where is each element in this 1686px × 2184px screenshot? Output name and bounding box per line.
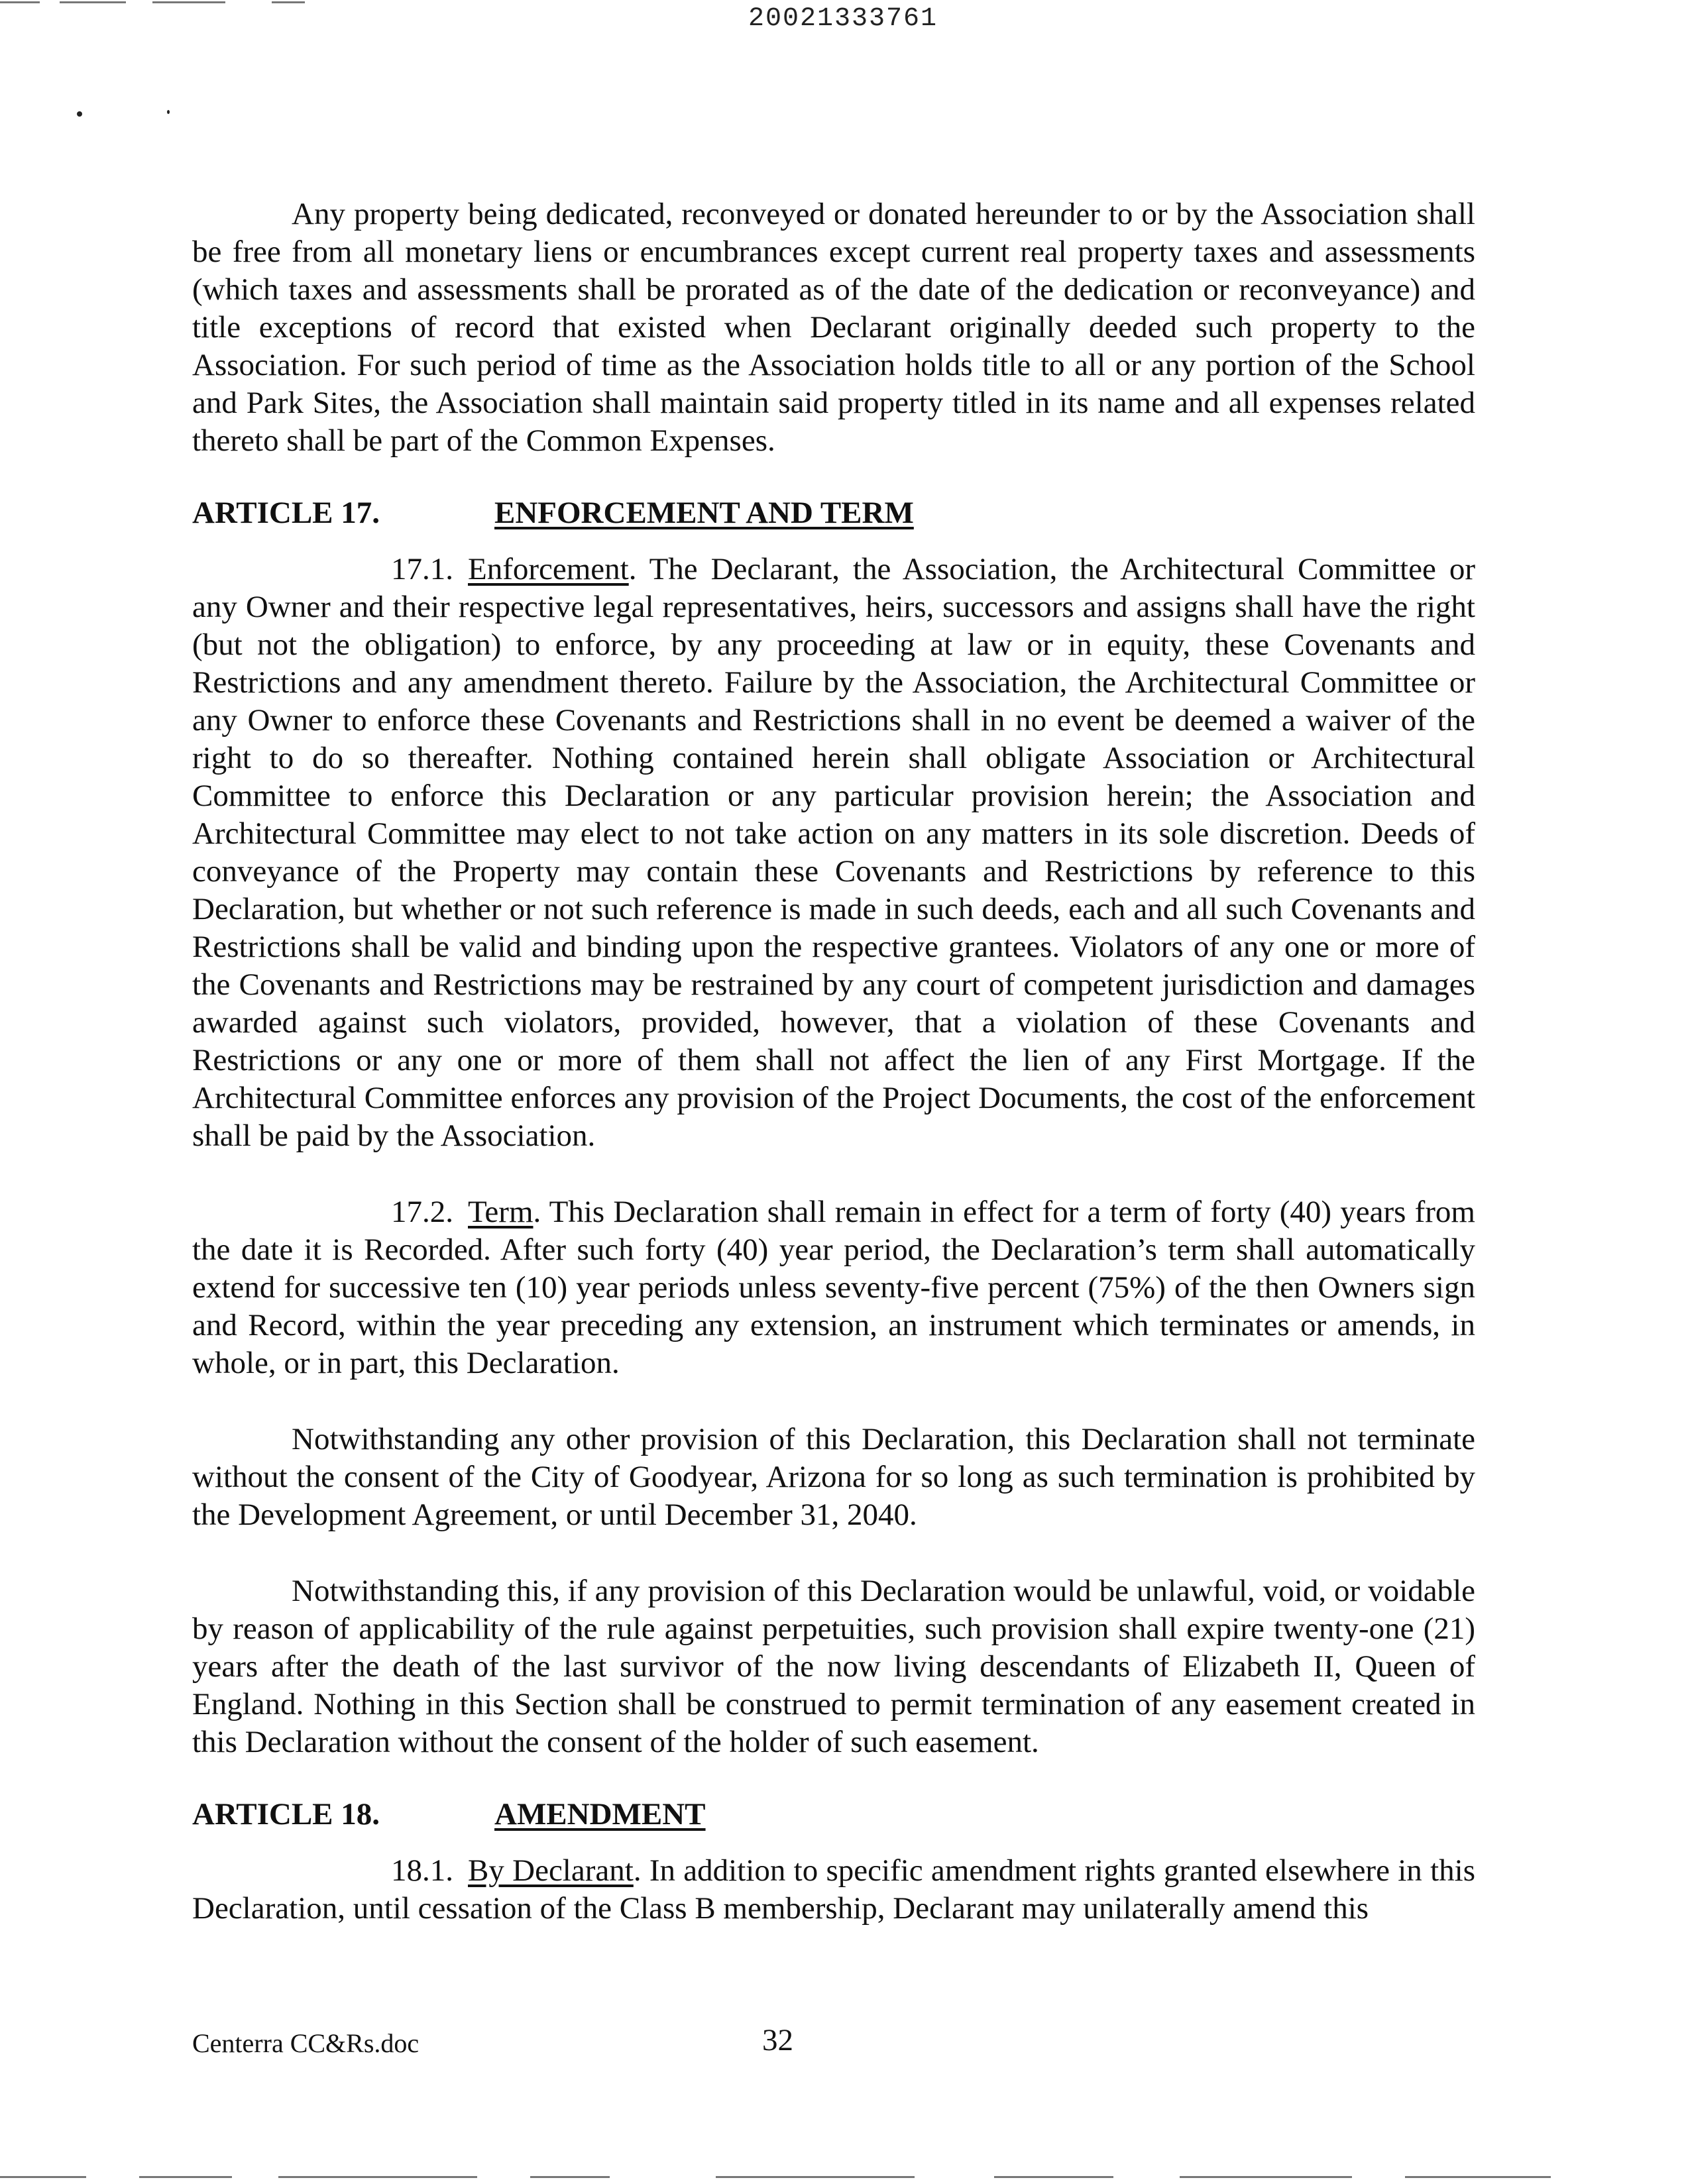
section-17-2 (192, 1193, 1475, 1382)
section-17-1-text: . The Declarant, the Association, the Architectural Committee or any Owner and their respective legal representatives, heirs, successors and assigns shall have the right (but not the obligation) to enforce, by any proceeding at law or in equity, these Covenants and Restrictions and any amendment thereto. Failure by the Association, the Architectural Committee or any Owner to enforce these Covenants and Restrictions shall in no event be deemed a waiver of the right to do so thereafter. Nothing contained herein shall obligate Association or Architectural Committee to enforce this Declaration or any particular provision herein; the Association and Architectural Committee may elect to not take action on any matters in its sole discretion. Deeds of conveyance of the Property may contain these Covenants and Restrictions by reference to this Declaration, but whether or not such reference is made in such deeds, each and all such Covenants and Restrictions shall be valid and binding upon the respective grantees. Violators of any one or more of the Covenants and Restrictions may be restrained by any court of competent jurisdiction and damages awarded against such violators, provided, however, that a violation of these Covenants and Restrictions or any one or more of them shall not affect the lien of any First Mortgage. If the Architectural Committee enforces any provision of the Project Documents, the cost of the enforcement shall be paid by the Association. (192, 552, 1475, 1153)
scan-artifact-top-rule (0, 1, 40, 3)
scan-artifact-bottom-rule (278, 2176, 477, 2178)
article-18-heading (192, 1796, 1475, 1833)
scan-artifact-top-rule (272, 1, 305, 3)
section-18-1-title: By Declarant (468, 1853, 634, 1888)
article-17-heading (192, 494, 1475, 532)
article-17-number: ARTICLE 17. (192, 496, 380, 530)
article-18-title: AMENDMENT (494, 1797, 706, 1831)
scan-artifact-bottom-rule (1180, 2176, 1352, 2178)
section-18-1 (192, 1852, 1475, 1928)
scan-artifact-top-rule (60, 1, 126, 3)
scan-artifact-bottom-rule (994, 2176, 1113, 2178)
section-17-1-title: Enforcement (468, 552, 629, 586)
section-17-1 (192, 551, 1475, 1155)
scan-artifact-bottom-rule (716, 2176, 915, 2178)
article-18-number: ARTICLE 18. (192, 1797, 380, 1831)
article-17-title: ENFORCEMENT AND TERM (494, 496, 914, 530)
footer-filename: Centerra CC&Rs.doc (192, 2028, 420, 2058)
section-17-2-text: . This Declaration shall remain in effect for a term of forty (40) years from the date it is Recorded. After such forty (40) year period, the Declaration’s term shall automatically extend for successive ten (10) year periods unless seventy-five percent (75%) of the then Owners sign and Record, within the year preceding any extension, an instrument which terminates or amends, in whole, or in part, this Declaration. (192, 1195, 1475, 1380)
section-17-2-number: 17.2. (391, 1195, 453, 1229)
document-body (192, 195, 1475, 1928)
page-number: 32 (762, 2023, 793, 2057)
section-18-1-number: 18.1. (391, 1853, 453, 1888)
section-17-2-title: Term (468, 1195, 534, 1229)
notwithstanding-paragraph-1: Notwithstanding any other provision of this Declaration, this Declaration shall not terminate without the consent of the City of Goodyear, Arizona for so long as such termination is prohibited by the Development Agreement, or until December 31, 2040. (192, 1422, 1475, 1532)
scan-artifact-bottom-rule (0, 2176, 86, 2178)
section-17-1-number: 17.1. (391, 552, 453, 586)
section-18-1-text: . In addition to specific amendment rights granted elsewhere in this Declaration, until cessation of the Class B membership, Declarant may unilaterally amend this (192, 1853, 1475, 1926)
scan-speck (77, 111, 82, 117)
intro-paragraph: Any property being dedicated, reconveyed or donated hereunder to or by the Association shall be free from all monetary liens or encumbrances except current real property taxes and assessments (which taxes and assessments shall be prorated as of the date of the dedication or reconveyance) and title exceptions of record that existed when Declarant originally deeded such property to the Association. For such period of time as the Association holds title to all or any portion of the School and Park Sites, the Association shall maintain said property titled in its name and all expenses related thereto shall be part of the Common Expenses. (192, 197, 1475, 458)
scan-artifact-bottom-rule (139, 2176, 232, 2178)
scan-artifact-top-rule (152, 1, 225, 3)
notwithstanding-paragraph-2: Notwithstanding this, if any provision of this Declaration would be unlawful, void, or voidable by reason of applicability of the rule against perpetuities, such provision shall expire twenty-one (21) years after the death of the last survivor of the now living descendants of Elizabeth II, Queen of England. Nothing in this Section shall be construed to permit termination of any easement created in this Declaration without the consent of the holder of such easement. (192, 1574, 1475, 1759)
document-number: 20021333761 (748, 4, 938, 34)
scan-artifact-bottom-rule (530, 2176, 610, 2178)
scan-artifact-bottom-rule (1405, 2176, 1551, 2178)
scan-speck (167, 110, 170, 114)
